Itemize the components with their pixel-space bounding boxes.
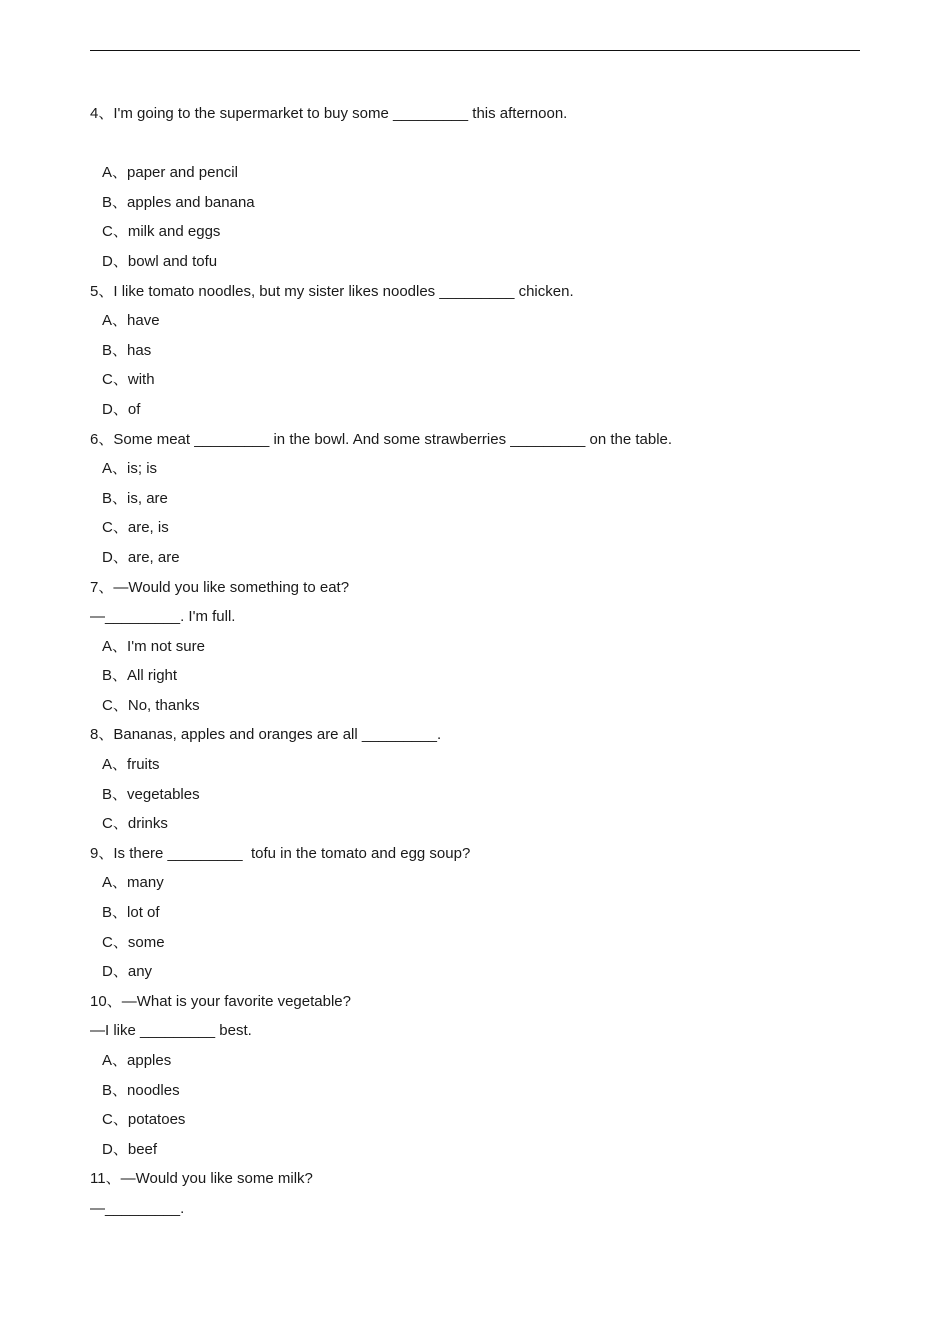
option-a: A、is; is — [102, 460, 158, 478]
question-stem: 8、Bananas, apples and oranges are all _________. — [90, 726, 442, 744]
answer-line: —_________. — [90, 1199, 185, 1217]
option-b: B、noodles — [102, 1081, 180, 1099]
option-c: C、milk and eggs — [102, 223, 221, 241]
option-a: A、paper and pencil — [102, 164, 238, 182]
question-stem: 7、—Would you like something to eat? — [90, 578, 350, 596]
option-d: D、beef — [102, 1140, 158, 1158]
question-stem: 11、—Would you like some milk? — [90, 1170, 313, 1188]
option-d: D、are, are — [102, 548, 180, 566]
option-b: B、All right — [102, 667, 178, 685]
header-rule — [90, 50, 860, 51]
question-stem: 4、I'm going to the supermarket to buy some _________ this afternoon. — [90, 105, 568, 122]
option-d: D、any — [102, 963, 153, 981]
question-stem: 6、Some meat _________ in the bowl. And some strawberries _________ on the table. — [90, 430, 673, 448]
answer-line: —I like _________ best. — [90, 1022, 252, 1040]
option-b: B、lot of — [102, 904, 160, 922]
question-stem: 9、Is there _________ tofu in the tomato and egg soup? — [90, 844, 471, 862]
answer-line: —_________. I'm full. — [90, 608, 236, 626]
option-b: B、is, are — [102, 489, 168, 507]
option-c: C、are, is — [102, 519, 169, 537]
option-b: B、apples and banana — [102, 193, 255, 211]
option-d: D、bowl and tofu — [102, 252, 218, 270]
option-c: C、potatoes — [102, 1111, 186, 1129]
option-c: C、with — [102, 371, 155, 389]
option-c: C、some — [102, 933, 165, 951]
option-a: A、fruits — [102, 756, 160, 774]
option-a: A、have — [102, 312, 160, 330]
option-b: B、has — [102, 341, 152, 359]
option-b: B、vegetables — [102, 785, 200, 803]
question-stem: 5、I like tomato noodles, but my sister likes noodles _________ chicken. — [90, 282, 574, 300]
option-c: C、No, thanks — [102, 696, 200, 714]
option-a: A、I'm not sure — [102, 637, 205, 655]
question-list — [90, 99, 860, 1224]
option-a: A、many — [102, 874, 164, 892]
option-c: C、drinks — [102, 815, 168, 833]
option-a: A、apples — [102, 1052, 172, 1069]
option-d: D、of — [102, 400, 141, 418]
question-stem: 10、—What is your favorite vegetable? — [90, 992, 351, 1010]
